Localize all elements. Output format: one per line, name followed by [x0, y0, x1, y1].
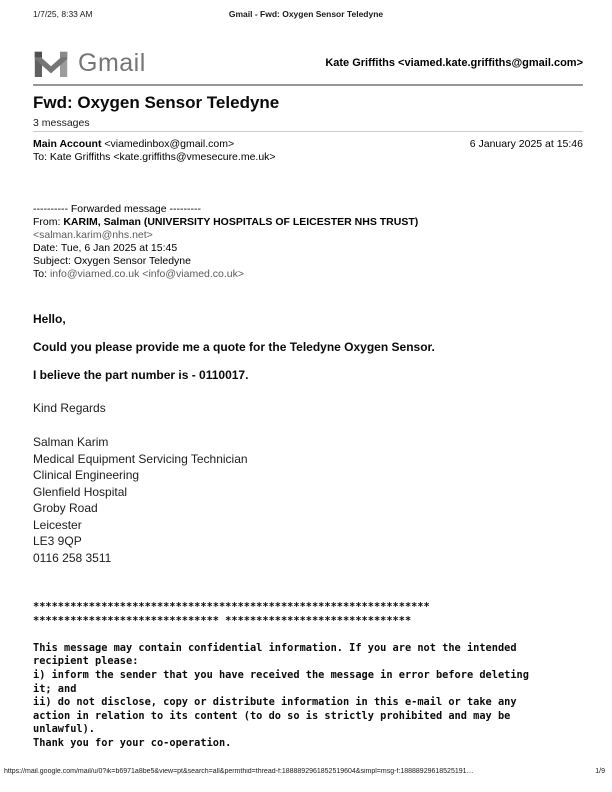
signature-city: Leicester	[33, 517, 82, 532]
signature-street: Groby Road	[33, 501, 98, 515]
signature-phone: 0116 258 3511	[33, 550, 112, 565]
forwarded-to-email[interactable]: <info@viamed.co.uk>	[139, 268, 245, 280]
signature-postcode: LE3 9QP	[33, 534, 82, 548]
forwarded-date: Date: Tue, 6 Jan 2025 at 15:45	[33, 242, 178, 254]
recipient-line: To: Kate Griffiths <kate.griffiths@vmesecure.me.uk>	[33, 151, 276, 163]
body-request-line: Could you please provide me a quote for the Teledyne Oxygen Sensor.	[33, 340, 435, 354]
nhs-disclaimer	[33, 601, 602, 751]
signature-dept: Clinical Engineering	[33, 468, 140, 482]
body-greeting: Hello,	[33, 312, 66, 326]
signature-hospital: Glenfield Hospital	[33, 484, 128, 499]
gmail-m-icon	[33, 50, 69, 77]
disclaimer-spacer	[33, 628, 602, 642]
sender-name: Main Account	[33, 138, 102, 150]
forwarded-to-label: To:	[33, 268, 50, 280]
thread-divider	[33, 131, 583, 132]
thread-subject: Fwd: Oxygen Sensor Teledyne	[33, 93, 280, 112]
message-date: 6 January 2025 at 15:46	[469, 138, 583, 150]
forwarded-from-email[interactable]: <salman.karim@nhs.net>	[33, 229, 153, 241]
gmail-logo-text: Gmail	[78, 48, 146, 77]
disclaimer-line: unlawful).	[33, 723, 95, 736]
forwarded-from-label: From:	[33, 216, 64, 228]
message-meta	[33, 138, 583, 164]
print-footer	[4, 768, 605, 775]
disclaimer-line: ii) do not disclose, copy or distribute information in this e-mail or take any	[33, 696, 517, 709]
message-count: 3 messages	[33, 117, 90, 129]
forwarded-header	[33, 203, 583, 281]
disclaimer-line: action in relation to its content (to do so is strictly prohibited and may be	[33, 709, 511, 722]
disclaimer-stars-1: ****************************************************************	[33, 601, 430, 613]
disclaimer-line: Thank you for your co-operation.	[33, 736, 232, 749]
disclaimer-line: recipient please:	[33, 655, 139, 668]
print-page-number: 1/9	[595, 768, 605, 775]
email-signature	[33, 434, 248, 566]
forwarded-separator: ---------- Forwarded message ---------	[33, 203, 201, 215]
print-footer-url: https://mail.google.com/mail/u/0?ik=b6971a8be5&view=pt&search=all&permthid=thread-f:1888892961852519604&simpl=msg-f:18888929618525191…	[4, 768, 474, 775]
header-divider	[33, 84, 583, 86]
sender-email: <viamedinbox@gmail.com>	[101, 138, 235, 150]
body-part-number-line: I believe the part number is - 0110017.	[33, 368, 249, 382]
disclaimer-line: i) inform the sender that you have received the message in error before deleting	[33, 668, 529, 681]
forwarded-from-name: KARIM, Salman (UNIVERSITY HOSPITALS OF LEICESTER NHS TRUST)	[63, 216, 419, 228]
forwarded-from-line	[33, 216, 583, 229]
forwarded-to-link[interactable]: info@viamed.co.uk	[49, 268, 140, 280]
print-page-title: Gmail - Fwd: Oxygen Sensor Teledyne	[228, 9, 384, 19]
print-datetime: 1/7/25, 8:33 AM	[33, 9, 93, 19]
print-header	[0, 9, 612, 21]
disclaimer-line: it; and	[33, 682, 77, 695]
body-regards: Kind Regards	[33, 401, 106, 415]
gmail-header-bar	[33, 47, 583, 79]
signature-name: Salman Karim	[33, 435, 109, 449]
signature-role: Medical Equipment Servicing Technician	[33, 451, 248, 466]
account-identity: Kate Griffiths <viamed.kate.griffiths@gmail.com>	[325, 57, 583, 69]
forwarded-to-line	[33, 268, 583, 281]
forwarded-from-email-link[interactable]	[33, 229, 583, 242]
disclaimer-line: This message may contain confidential information. If you are not the intended	[33, 641, 517, 654]
gmail-logo	[33, 49, 146, 78]
sender-line	[33, 138, 234, 151]
disclaimer-stars-2: ****************************** ******************************	[33, 614, 412, 627]
forwarded-subject: Subject: Oxygen Sensor Teledyne	[33, 255, 191, 267]
